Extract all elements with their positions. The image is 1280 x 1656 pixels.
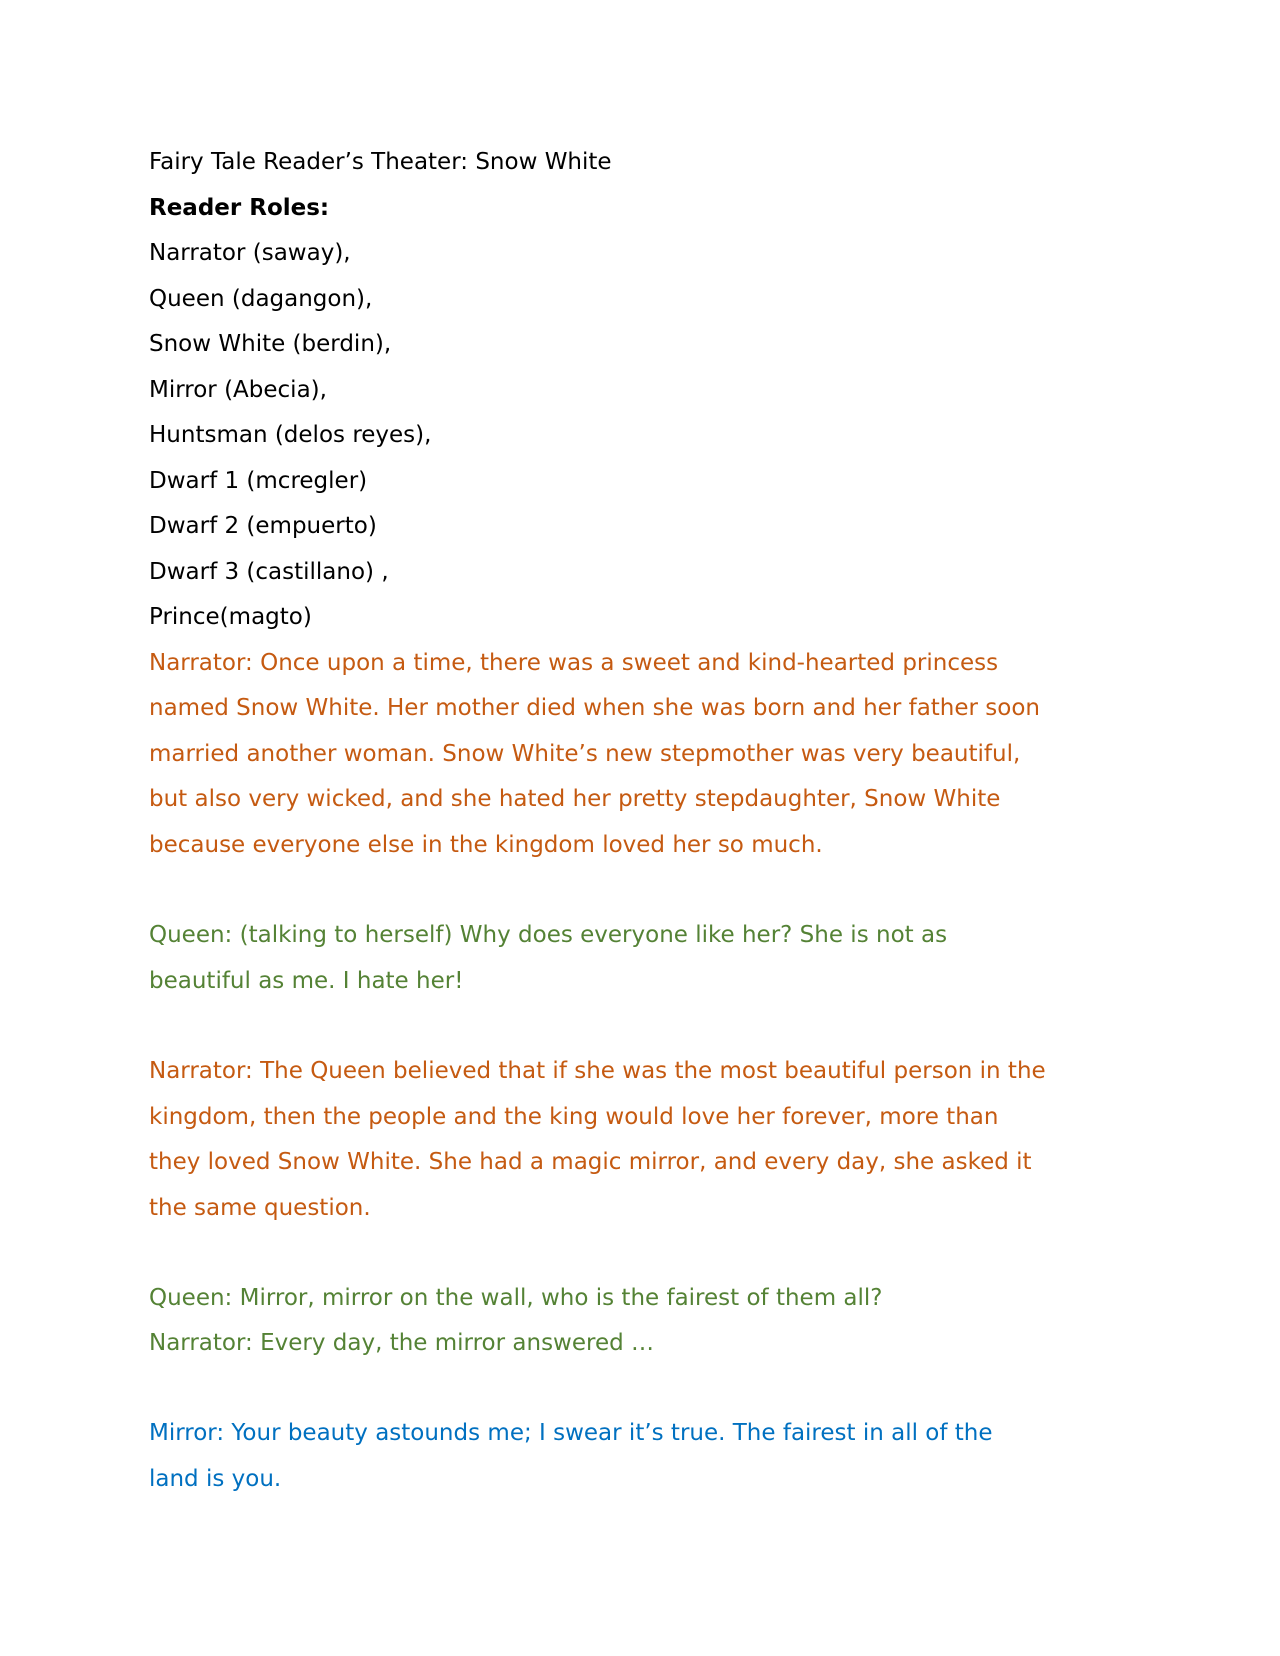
- role-item: Prince(magto): [149, 604, 312, 630]
- paragraph-spacer: [149, 1231, 1049, 1276]
- script-narrator-2: Narrator: The Queen believed that if she was the most beautiful person in the kingdom, then the people and the king would love her forever, more than they loved Snow White. She had a magic mirror, and every day, she asked it the same question.: [149, 1058, 1046, 1221]
- paragraph-spacer: [149, 868, 1049, 913]
- script-queen-2: Queen: Mirror, mirror on the wall, who is the fairest of them all?: [149, 1285, 883, 1311]
- paragraph-spacer: [149, 1004, 1049, 1049]
- document-title: Fairy Tale Reader’s Theater: Snow White: [149, 149, 612, 175]
- role-item: Snow White (berdin),: [149, 331, 392, 357]
- paragraph-spacer: [149, 1366, 1049, 1411]
- script-narrator-3: Narrator: Every day, the mirror answered …: [149, 1330, 655, 1356]
- script-narrator-1: Narrator: Once upon a time, there was a sweet and kind-hearted princess named Snow White. Her mother died when she was born and her father soon married another woman. Snow White’s new stepmother was very beautiful, but also very wicked, and she hated her pretty stepdaughter, Snow White because everyone else in the kingdom loved her so much.: [149, 649, 1041, 858]
- roles-list: [149, 231, 1049, 641]
- document-page: [149, 140, 1049, 1502]
- role-item: Dwarf 2 (empuerto): [149, 513, 377, 539]
- roles-heading: Reader Roles:: [149, 194, 330, 221]
- role-item: Narrator (saway),: [149, 240, 351, 266]
- role-item: Dwarf 1 (mcregler): [149, 467, 368, 494]
- role-item: Dwarf 3 (castillano) ,: [149, 558, 389, 585]
- role-item: Huntsman (delos reyes),: [149, 422, 432, 448]
- script-queen-1: Queen: (talking to herself) Why does everyone like her? She is not as beautiful as me. I hate her!: [149, 922, 948, 994]
- role-item: Mirror (Abecia),: [149, 376, 327, 403]
- role-item: Queen (dagangon),: [149, 285, 373, 312]
- script-mirror-1: Mirror: Your beauty astounds me; I swear it’s true. The fairest in all of the land is you.: [149, 1420, 993, 1492]
